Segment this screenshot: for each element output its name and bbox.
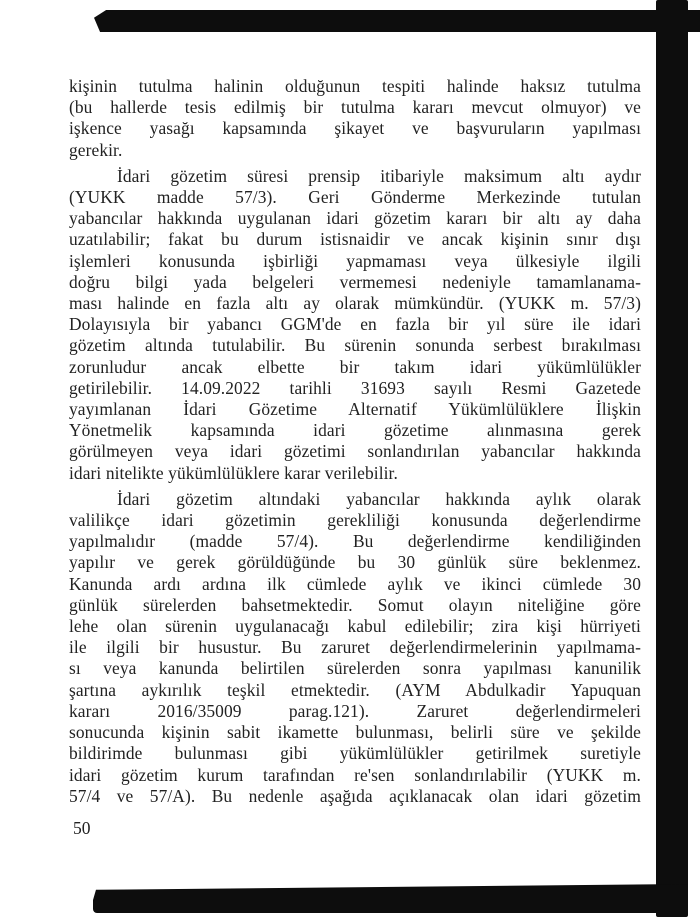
text-line: günlük sürelerden bahsetmektedir. Somut olayın niteliğine göre	[69, 594, 641, 615]
text-line: ile ilgili bir husustur. Bu zaruret değerlendirmelerinin yapılmama-	[69, 637, 641, 658]
text-line: Kanunda ardı ardına ilk cümlede aylık ve ikinci cümlede 30	[69, 573, 641, 594]
text-line: görülmeyen veya idari gözetimi sonlandırılan yabancılar hakkında	[69, 441, 641, 462]
text-line: İdari gözetim süresi prensip itibariyle maksimum altı aydır	[117, 165, 641, 186]
text-line: Yönetmelik kapsamında idari gözetime alınmasına gerek	[69, 420, 641, 441]
text-line: işlemleri konusunda işbirliği yapmaması veya ülkesiyle ilgili	[69, 250, 641, 271]
text-line: Dolayısıyla bir yabancı GGM'de en fazla bir yıl süre ile idari	[69, 314, 641, 335]
text-line: bildirimde bulunması gibi yükümlülükler getirilmek suretiyle	[69, 743, 641, 764]
text-line: yapılmalıdır (madde 57/4). Bu değerlendirme kendiliğinden	[69, 531, 641, 552]
text-line: İdari gözetim altındaki yabancılar hakkında aylık olarak	[117, 488, 641, 509]
text-line: 57/4 ve 57/A). Bu nedenle aşağıda açıklanacak olan idari gözetim	[69, 785, 641, 806]
scan-edge-top	[94, 10, 700, 32]
text-line: sonucunda kişinin sabit ikamette bulunması, belirli süre ve şekilde	[69, 722, 641, 743]
paragraph	[69, 76, 641, 161]
text-line: yapılır ve gerek görüldüğünde bu 30 günlük süre beklenmez.	[69, 552, 641, 573]
text-line: sı veya kanunda belirtilen sürelerden sonra yapılması kanunilik	[69, 658, 641, 679]
text-line: zorunludur ancak elbette bir takım idari yükümlülükler	[69, 356, 641, 377]
scan-edge-right	[656, 0, 688, 917]
text-line: yabancılar hakkında uygulanan idari gözetim kararı bir altı ay daha	[69, 208, 641, 229]
text-line: idari gözetim kurum tarafından re'sen sonlandırılabilir (YUKK m.	[69, 764, 641, 785]
text-line: uzatılabilir; fakat bu durum istisnaidir ve ancak kişinin sınır dışı	[69, 229, 641, 250]
text-line: getirilebilir. 14.09.2022 tarihli 31693 sayılı Resmi Gazetede	[69, 377, 641, 398]
text-line: (bu hallerde tesis edilmiş bir tutulma kararı mevcut olmuyor) ve	[69, 97, 641, 118]
text-line: (YUKK madde 57/3). Geri Gönderme Merkezinde tutulan	[69, 187, 641, 208]
text-line: şartına aykırılık teşkil etmektedir. (AYM Abdulkadir Yapuquan	[69, 679, 641, 700]
paragraph	[69, 166, 641, 484]
text-line: valilikçe idari gözetimin gerekliliği konusunda değerlendirme	[69, 510, 641, 531]
text-line: lehe olan sürenin uygulanacağı kabul edilebilir; zira kişi hürriyeti	[69, 616, 641, 637]
text-line: ması halinde en fazla altı ay olarak mümkündür. (YUKK m. 57/3)	[69, 293, 641, 314]
text-line: idari nitelikte yükümlülüklere karar verilebilir.	[69, 462, 398, 483]
paragraph	[69, 489, 641, 807]
text-line: gözetim altında tutulabilir. Bu sürenin sonunda serbest bırakılması	[69, 335, 641, 356]
text-line: kararı 2016/35009 parag.121). Zaruret değerlendirmeleri	[69, 700, 641, 721]
text-line: doğru bilgi yada belgeleri vermemesi nedeniyle tamamlanama-	[69, 271, 641, 292]
text-line: kişinin tutulma halinin olduğunun tespiti halinde haksız tutulma	[69, 76, 641, 96]
page-number: 50	[73, 818, 91, 838]
text-line: gerekir.	[69, 139, 123, 160]
scan-edge-bottom	[93, 884, 688, 913]
text-line: işkence yasağı kapsamında şikayet ve başvuruların yapılması	[69, 118, 641, 139]
page-text	[69, 76, 641, 807]
text-line: yayımlanan İdari Gözetime Alternatif Yükümlülüklere İlişkin	[69, 399, 641, 420]
